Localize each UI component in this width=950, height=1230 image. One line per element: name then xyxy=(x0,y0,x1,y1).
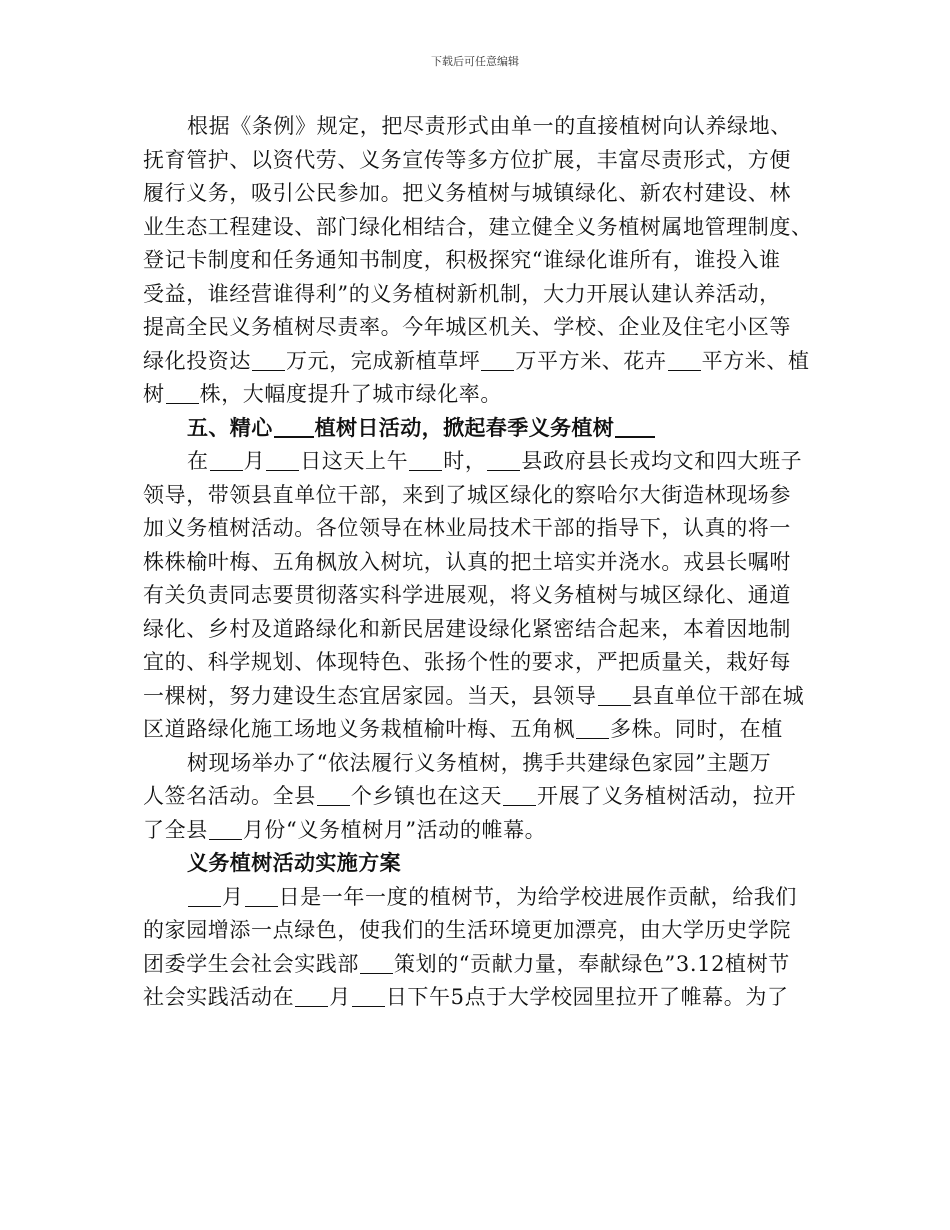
fill-in-blank xyxy=(668,350,701,371)
text-segment: 万平方米、花卉 xyxy=(515,348,667,373)
fill-in-blank xyxy=(266,450,299,471)
text-segment: 日下午5点于大学校园里拉开了帷幕。为了 xyxy=(385,985,789,1009)
fill-in-blank xyxy=(188,886,221,907)
text-line xyxy=(143,948,833,982)
text-line xyxy=(143,479,833,513)
text-segment: 区道路绿化施工场地义务栽植榆叶梅、五角枫 xyxy=(143,717,575,741)
fill-in-blank xyxy=(576,718,609,739)
fill-in-blank xyxy=(481,350,514,371)
fill-in-blank xyxy=(274,416,314,438)
text-line xyxy=(143,110,833,144)
fill-in-blank xyxy=(503,785,536,806)
text-segment: 社会实践活动在 xyxy=(143,985,295,1009)
fill-in-blank xyxy=(360,953,393,974)
text-segment: 月份“义务植树月”活动的帷幕。 xyxy=(242,817,547,842)
text-segment: 树 xyxy=(143,382,165,406)
text-line xyxy=(143,780,833,814)
text-segment: 抚育管护、以资代劳、义务宣传等多方位扩展，丰富尽责形式，方便 xyxy=(143,147,791,172)
section-heading xyxy=(143,847,833,881)
fill-in-blank xyxy=(352,986,385,1007)
fill-in-blank xyxy=(317,785,350,806)
text-line xyxy=(143,814,833,848)
fill-in-blank xyxy=(209,819,242,840)
text-line xyxy=(143,177,833,211)
text-line xyxy=(143,646,833,680)
text-segment: 业生态工程建设、部门绿化相结合，建立健全义务植树属地管理制度、 xyxy=(143,214,813,239)
text-segment: 绿化投资达 xyxy=(143,348,251,373)
text-segment: 绿化、乡村及道路绿化和新民居建设绿化紧密结合起来，本着因地制 xyxy=(143,616,791,641)
text-segment: 日是一年一度的植树节，为给学校进展作贡献，给我们 xyxy=(278,884,798,909)
text-segment: 宜的、科学规划、体现特色、张扬个性的要求，严把质量关，栽好每 xyxy=(143,650,791,674)
fill-in-blank xyxy=(598,685,631,706)
text-segment: 县直单位干部在城 xyxy=(631,683,805,708)
text-segment: 树现场举办了“依法履行义务植树，携手共建绿色家园”主题万 xyxy=(187,750,772,775)
text-segment: 万元，完成新植草坪 xyxy=(286,348,481,373)
text-line xyxy=(143,613,833,647)
text-line xyxy=(143,278,833,312)
text-segment: 登记卡制度和任务通知书制度，积极探究“谁绿化谁所有，谁投入谁 xyxy=(143,248,781,272)
text-segment: 个乡镇也在这天 xyxy=(350,784,503,808)
text-segment: 有关负责同志要贯彻落实科学进展观，将义务植树与城区绿化、通道 xyxy=(143,583,791,607)
text-segment: 根据《条例》规定，把尽责形式由单一的直接植树向认养绿地、 xyxy=(187,114,792,138)
text-segment: 团委学生会社会实践部 xyxy=(143,951,359,976)
text-line xyxy=(143,713,833,747)
text-segment: 多株。同时，在植 xyxy=(610,717,783,741)
text-segment: 策划的“贡献力量，奉献绿色”3.12植树节 xyxy=(394,951,790,976)
text-segment: 了全县 xyxy=(143,817,208,842)
text-segment: 株，大幅度提升了城市绿化率。 xyxy=(199,382,503,406)
text-segment: 月 xyxy=(222,884,244,909)
fill-in-blank xyxy=(409,450,442,471)
text-line xyxy=(143,512,833,546)
text-segment: 领导，带领县直单位干部，来到了城区绿化的察哈尔大街造林现场参 xyxy=(143,482,791,507)
text-segment: 月 xyxy=(243,449,266,473)
text-segment: 加义务植树活动。各位领导在林业局技术干部的指导下，认真的将一 xyxy=(143,516,791,540)
fill-in-blank xyxy=(166,383,199,404)
text-line xyxy=(143,546,833,580)
fill-in-blank xyxy=(487,450,520,471)
text-line xyxy=(143,914,833,948)
fill-in-blank xyxy=(295,986,328,1007)
text-segment: 五、精心 xyxy=(187,415,273,440)
fill-in-blank xyxy=(615,416,655,438)
text-segment: 在 xyxy=(187,449,209,473)
text-segment: 的家园增添一点绿色，使我们的生活环境更加漂亮，由大学历史学院 xyxy=(143,918,791,942)
text-line xyxy=(143,579,833,613)
text-line xyxy=(143,244,833,278)
text-segment: 株株榆叶梅、五角枫放入树坑，认真的把土培实并浇水。戎县长嘱咐 xyxy=(143,549,791,574)
text-line xyxy=(143,311,833,345)
text-line xyxy=(143,345,833,379)
text-line xyxy=(143,747,833,781)
text-segment: 平方米、植 xyxy=(701,348,810,373)
text-segment: 人签名活动。全县 xyxy=(143,784,316,808)
fill-in-blank xyxy=(210,450,243,471)
text-segment: 植树日活动，掀起春季义务植树 xyxy=(314,415,615,440)
document-body xyxy=(143,110,833,1015)
text-line xyxy=(143,211,833,245)
text-segment: 月 xyxy=(329,985,351,1009)
page-header: 下载后可任意编辑 xyxy=(431,55,519,68)
section-heading xyxy=(143,412,833,446)
text-segment: 日这天上午 xyxy=(300,449,409,473)
fill-in-blank xyxy=(252,350,285,371)
fill-in-blank xyxy=(245,886,278,907)
text-line xyxy=(143,981,833,1015)
text-segment: 义务植树活动实施方案 xyxy=(187,851,401,875)
text-line xyxy=(143,881,833,915)
text-line xyxy=(143,144,833,178)
text-segment: 开展了义务植树活动，拉开 xyxy=(537,784,797,808)
text-segment: 县政府县长戎均文和四大班子 xyxy=(521,449,803,473)
text-segment: 时， xyxy=(443,449,487,473)
text-segment: 一棵树，努力建设生态宜居家园。当天，县领导 xyxy=(143,683,597,708)
text-line xyxy=(143,445,833,479)
text-segment: 履行义务，吸引公民参加。把义务植树与城镇绿化、新农村建设、林 xyxy=(143,181,791,205)
text-segment: 提高全民义务植树尽责率。今年城区机关、学校、企业及住宅小区等 xyxy=(143,315,791,339)
text-segment: 受益，谁经营谁得利”的义务植树新机制，大力开展认建认养活动， xyxy=(143,281,781,306)
text-line xyxy=(143,680,833,714)
text-line xyxy=(143,378,833,412)
